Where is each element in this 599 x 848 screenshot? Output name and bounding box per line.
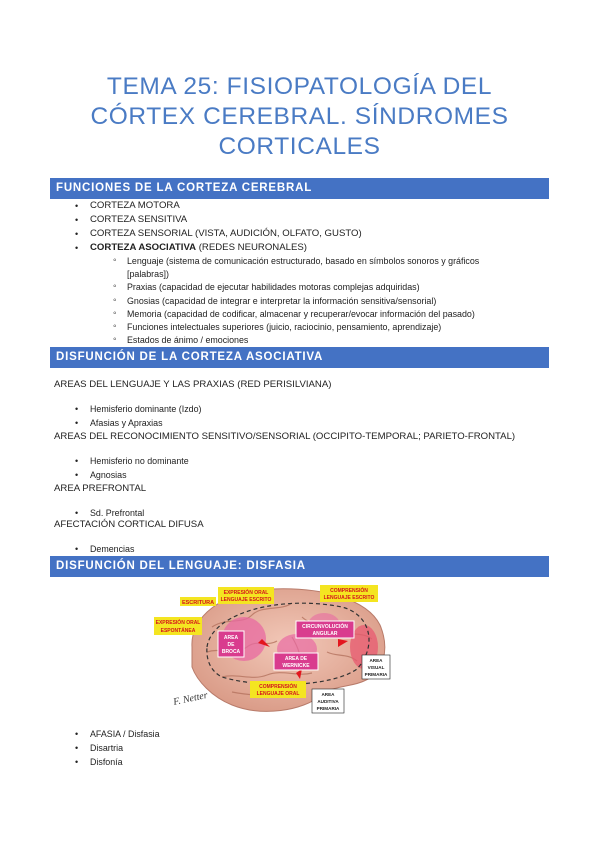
label-comprension-oral: COMPRENSIÓN bbox=[259, 684, 297, 690]
list-item: • Disartria bbox=[90, 743, 123, 754]
label-auditiva-3: PRIMARIA bbox=[316, 706, 340, 711]
label-angular: ANGULAR bbox=[312, 631, 338, 637]
page-title bbox=[40, 72, 559, 162]
list-item: • Hemisferio dominante (Izdo) bbox=[90, 404, 201, 415]
section-heading-disfasia: DISFUNCIÓN DEL LENGUAJE: DISFASIA bbox=[50, 556, 549, 577]
list-item: • AFASIA / Disfasia bbox=[90, 729, 160, 740]
list-item: • Afasias y Apraxias bbox=[90, 418, 163, 429]
list-item-rest: (REDES NEURONALES) bbox=[196, 242, 307, 253]
brain-language-areas-figure bbox=[152, 577, 393, 723]
label-visual-2: VISUAL bbox=[367, 665, 385, 670]
list-item: • CORTEZA MOTORA bbox=[90, 200, 180, 212]
list-item: • Hemisferio no dominante bbox=[90, 456, 189, 467]
title-line-2: CÓRTEX CEREBRAL. SÍNDROMES bbox=[90, 103, 509, 130]
area-heading: AFECTACIÓN CORTICAL DIFUSA bbox=[54, 519, 204, 530]
label-lenguaje-oral: LENGUAJE ORAL bbox=[256, 691, 300, 697]
list-item: • Demencias bbox=[90, 544, 134, 555]
area-heading: AREA PREFRONTAL bbox=[54, 483, 147, 494]
sub-list-item: ◦ Memoria (capacidad de codificar, almacenar y recuperar/evocar información del pasado) bbox=[127, 309, 475, 320]
label-broca-1: AREA bbox=[223, 635, 239, 641]
label-comprension: COMPRENSIÓN bbox=[330, 588, 368, 594]
label-lenguaje-escrito: LENGUAJE ESCRITO bbox=[220, 597, 272, 603]
section-heading-funciones: FUNCIONES DE LA CORTEZA CEREBRAL bbox=[50, 178, 549, 199]
list-item bbox=[90, 242, 307, 254]
label-circunvolucion: CIRCUNVOLUCIÓN bbox=[302, 624, 348, 630]
label-broca-2: DE bbox=[227, 642, 235, 648]
label-visual-1: AREA bbox=[369, 658, 383, 663]
area-heading: AREAS DEL LENGUAJE Y LAS PRAXIAS (RED PERISILVIANA) bbox=[54, 379, 332, 390]
title-line-3: CORTICALES bbox=[218, 133, 381, 160]
title-line-1: TEMA 25: FISIOPATOLOGÍA DEL bbox=[106, 73, 493, 100]
area-heading: AREAS DEL RECONOCIMIENTO SENSITIVO/SENSORIAL (OCCIPITO-TEMPORAL; PARIETO-FRONTAL) bbox=[54, 431, 516, 442]
label-auditiva-2: AUDITIVA bbox=[317, 699, 339, 704]
label-escritura: ESCRITURA bbox=[181, 600, 215, 606]
list-item: • Sd. Prefrontal bbox=[90, 508, 144, 519]
label-expr-oral-esp: EXPRESIÓN ORAL bbox=[155, 620, 201, 626]
label-visual-3: PRIMARIA bbox=[364, 672, 388, 677]
sub-list-item: ◦ Gnosias (capacidad de integrar e interpretar la información sensitiva/sensorial) bbox=[127, 296, 436, 307]
label-expr-oral: EXPRESIÓN ORAL bbox=[223, 590, 269, 596]
list-item: • CORTEZA SENSITIVA bbox=[90, 214, 187, 226]
list-item: • Agnosias bbox=[90, 470, 127, 481]
sub-list-item: ◦ Praxias (capacidad de ejecutar habilidades motoras complejas adquiridas) bbox=[127, 282, 420, 293]
bold-text: CORTEZA ASOCIATIVA bbox=[90, 242, 197, 253]
sub-list-item-continuation: [palabras]) bbox=[127, 269, 169, 279]
label-lenguaje-escrito-2: LENGUAJE ESCRITO bbox=[323, 595, 375, 601]
sub-list-item: ◦ Funciones intelectuales superiores (juicio, raciocinio, pensamiento, aprendizaje) bbox=[127, 322, 441, 333]
sub-list-item: ◦ Estados de ánimo / emociones bbox=[127, 335, 248, 346]
label-wernicke: WERNICKE bbox=[282, 663, 310, 669]
label-broca-3: BROCA bbox=[221, 649, 241, 655]
label-espontanea: ESPONTÁNEA bbox=[160, 628, 196, 634]
list-item: • CORTEZA SENSORIAL (VISTA, AUDICIÓN, OLFATO, GUSTO) bbox=[90, 228, 362, 240]
artist-signature: F. Netter bbox=[172, 689, 209, 708]
sub-list-item: ◦ Lenguaje (sistema de comunicación estructurado, basado en símbolos sonoros y gráficos bbox=[127, 256, 479, 267]
section-heading-disfuncion-asociativa: DISFUNCIÓN DE LA CORTEZA ASOCIATIVA bbox=[50, 347, 549, 368]
list-item: • Disfonía bbox=[90, 757, 123, 768]
label-area-de: AREA DE bbox=[284, 656, 308, 662]
label-auditiva-1: AREA bbox=[321, 692, 335, 697]
